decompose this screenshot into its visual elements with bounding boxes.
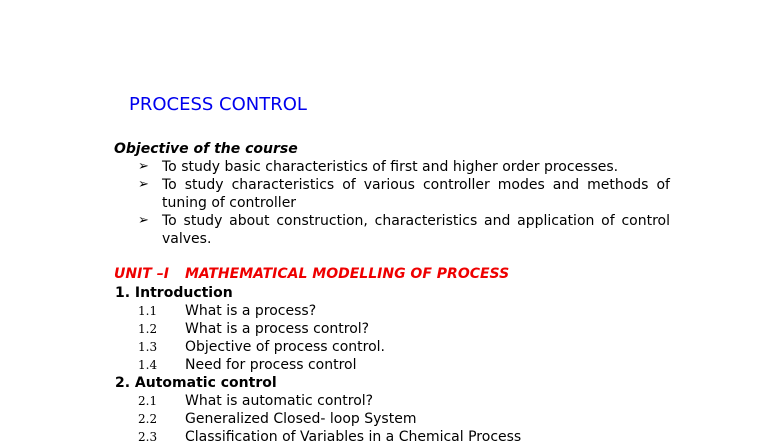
section-heading: 2. Automatic control bbox=[115, 375, 277, 391]
objective-text: To study characteristics of various controller modes and methods of tuning of controller bbox=[162, 177, 670, 211]
subsection-item bbox=[138, 302, 316, 320]
subsection-number: 2.2 bbox=[138, 412, 158, 426]
arrow-bullet-icon: ➢ bbox=[138, 159, 149, 174]
subsection-number: 2.3 bbox=[138, 430, 158, 444]
objective-item bbox=[136, 176, 670, 212]
document-title: PROCESS CONTROL bbox=[129, 94, 307, 115]
objective-list bbox=[136, 158, 670, 248]
subsection-item bbox=[138, 338, 385, 356]
subsection-text: What is a process? bbox=[185, 303, 317, 319]
subsection-item bbox=[138, 356, 357, 374]
subsection-text: Generalized Closed- loop System bbox=[185, 411, 417, 427]
section-heading: 1. Introduction bbox=[115, 285, 233, 301]
subsection-number: 1.2 bbox=[138, 322, 158, 336]
subsection-text: Need for process control bbox=[185, 357, 357, 373]
subsection-text: Classification of Variables in a Chemical Process bbox=[185, 429, 522, 445]
objective-text: To study about construction, characteristics and application of control valves. bbox=[162, 213, 670, 247]
objective-text: To study basic characteristics of first and higher order processes. bbox=[162, 159, 619, 175]
arrow-bullet-icon: ➢ bbox=[138, 213, 149, 228]
objective-heading: Objective of the course bbox=[114, 141, 298, 157]
unit-heading bbox=[114, 265, 509, 283]
unit-label: UNIT –I bbox=[114, 266, 169, 282]
subsection-item bbox=[138, 320, 369, 338]
subsection-text: Objective of process control. bbox=[185, 339, 386, 355]
subsection-text: What is a process control? bbox=[185, 321, 370, 337]
subsection-item bbox=[138, 392, 373, 410]
subsection-number: 1.4 bbox=[138, 358, 158, 372]
subsection-number: 2.1 bbox=[138, 394, 158, 408]
unit-name: MATHEMATICAL MODELLING OF PROCESS bbox=[184, 266, 510, 282]
subsection-number: 1.3 bbox=[138, 340, 158, 354]
subsection-number: 1.1 bbox=[138, 304, 158, 318]
subsection-item bbox=[138, 410, 416, 428]
arrow-bullet-icon: ➢ bbox=[138, 177, 149, 192]
objective-item bbox=[136, 212, 670, 248]
subsection-text: What is automatic control? bbox=[185, 393, 374, 409]
objective-item bbox=[136, 158, 670, 176]
subsection-item bbox=[138, 428, 521, 446]
